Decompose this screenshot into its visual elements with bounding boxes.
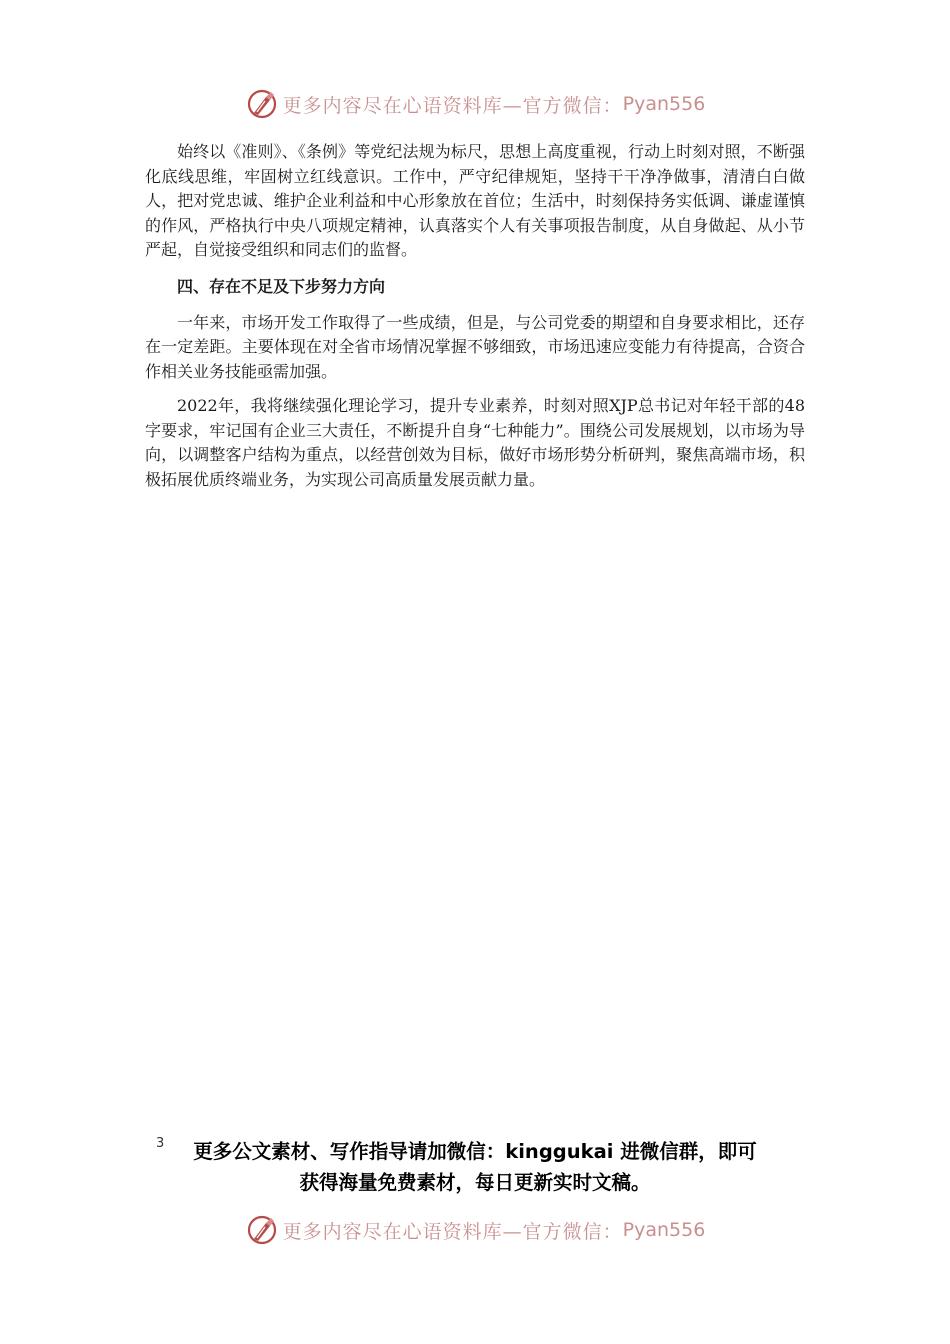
header-banner-handle: Pyan556: [622, 93, 706, 115]
footer-banner: [0, 1208, 950, 1252]
header-banner: [0, 82, 950, 126]
paragraph-shortcomings: 一年来，市场开发工作取得了一些成绩，但是，与公司党委的期望和自身要求相比，还存在一定差距。主要体现在对全省市场情况掌握不够细致，市场迅速应变能力有待提高，合资合作相关业务技能亟需加强。: [145, 312, 805, 381]
document-body: [145, 140, 805, 502]
footer-banner-handle: Pyan556: [622, 1219, 706, 1241]
pen-nib-logo-icon: [245, 1213, 279, 1247]
footer-promo-line-1: 更多公文素材、写作指导请加微信：kinggukai 进微信群，即可: [193, 1140, 757, 1163]
section-heading-4: 四、存在不足及下步努力方向: [177, 276, 386, 296]
page-number: 3: [156, 1136, 165, 1151]
paragraph-discipline: 始终以《准则》、《条例》等党纪法规为标尺，思想上高度重视，行动上时刻对照，不断强化底线思维，牢固树立红线意识。工作中，严守纪律规矩，坚持干干净净做事，清清白白做人，把对党忠诚、维护企业利益和中心形象放在首位；生活中，时刻保持务实低调、谦虚谨慎的作风，严格执行中央八项规定精神，认真落实个人有关事项报告制度，从自身做起、从小节严起，自觉接受组织和同志们的监督。: [145, 142, 805, 259]
footer-promo-note: [145, 1136, 805, 1198]
paragraph-plan-2022: 2022年，我将继续强化理论学习，提升专业素养，时刻对照XJP总书记对年轻干部的48字要求，牢记国有企业三大责任，不断提升自身“七种能力”。围绕公司发展规划，以市场为导向，以调整客户结构为重点，以经营创效为目标，做好市场形势分析研判，聚焦高端市场，积极拓展优质终端业务，为实现公司高质量发展贡献力量。: [145, 396, 805, 489]
footer-promo-line-2: 获得海量免费素材，每日更新实时文稿。: [299, 1171, 651, 1194]
header-banner-text: 更多内容尽在心语资料库—官方微信：: [282, 94, 623, 117]
footer-banner-text: 更多内容尽在心语资料库—官方微信：: [282, 1220, 623, 1243]
pen-nib-logo-icon: [245, 87, 279, 121]
